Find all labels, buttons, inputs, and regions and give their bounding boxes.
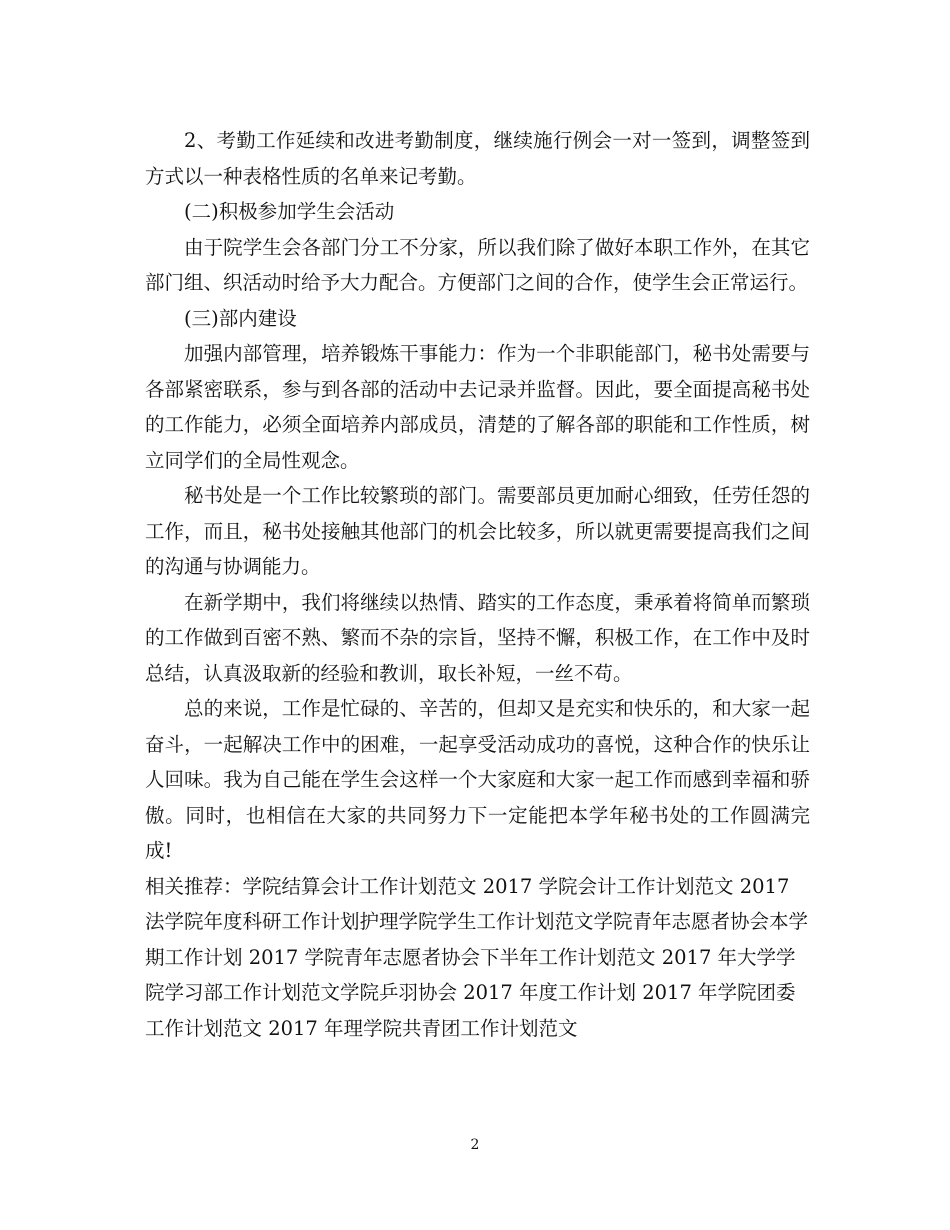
paragraph-secretariat: 秘书处是一个工作比较繁琐的部门。需要部员更加耐心细致，任劳任怨的工作，而且，秘书处接触其他部门的机会比较多，所以就更需要提高我们之间的沟通与协调能力。 xyxy=(145,484,810,578)
paragraph-summary: 总的来说，工作是忙碌的、辛苦的，但却又是充实和快乐的，和大家一起奋斗，一起解决工作中的困难，一起享受活动成功的喜悦，这种合作的快乐让人回味。我为自己能在学生会这样一个大家庭和大家一起工作而感到幸福和骄傲。同时，也相信在大家的共同努力下一定能把本学年秘书处的工作圆满完成! xyxy=(145,697,810,862)
page-number: 2 xyxy=(470,1137,480,1153)
paragraph-attendance: 2、考勤工作延续和改进考勤制度，继续施行例会一对一签到，调整签到方式以一种表格性质的名单来记考勤。 xyxy=(145,129,810,188)
paragraph-management: 加强内部管理，培养锻炼干事能力：作为一个非职能部门，秘书处需要与各部紧密联系，参与到各部的活动中去记录并监督。因此，要全面提高秘书处的工作能力，必须全面培养内部成员，清楚的了解各部的职能和工作性质，树立同学们的全局性观念。 xyxy=(145,342,810,472)
paragraph-new-term: 在新学期中，我们将继续以热情、踏实的工作态度，秉承着将简单而繁琐的工作做到百密不熟、繁而不杂的宗旨，坚持不懈，积极工作，在工作中及时总结，认真汲取新的经验和教训，取长补短，一丝不苟。 xyxy=(145,590,810,685)
related-recommendations: 相关推荐：学院结算会计工作计划范文 2017 学院会计工作计划范文 2017 法学院年度科研工作计划护理学院学生工作计划范文学院青年志愿者协会本学期工作计划 2017 学院青年志愿者协会下半年工作计划范文 2017 年大学学院学习部工作计划范文学院乒羽协会 2017 年度工作计划 2017 年学院团委工作计划范文 2017 年理学院共青团工作计划范文 xyxy=(145,874,809,1040)
paragraph-cooperation: 由于院学生会各部门分工不分家，所以我们除了做好本职工作外，在其它部门组、织活动时给予大力配合。方便部门之间的合作，使学生会正常运行。 xyxy=(145,235,810,294)
document-body xyxy=(145,123,810,1046)
section-heading-activities: (二)积极参加学生会活动 xyxy=(184,200,395,223)
section-heading-internal: (三)部内建设 xyxy=(184,306,297,330)
